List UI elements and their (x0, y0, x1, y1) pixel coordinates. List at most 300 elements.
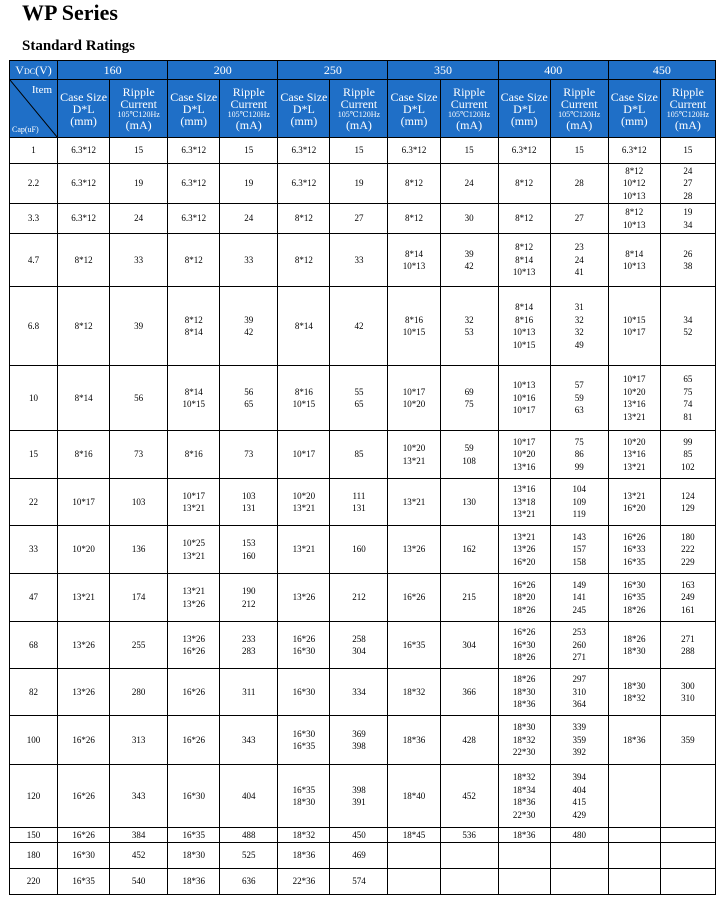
table-row (10, 622, 716, 669)
ripple-current-cell (330, 138, 388, 164)
case-size-cell (278, 479, 330, 526)
cell-value: 42 (464, 261, 474, 271)
vdc-header (10, 61, 58, 80)
ripple-current-cell (330, 204, 388, 234)
ripple-current-cell (550, 204, 608, 234)
ripple-header-line: (mA) (345, 118, 372, 132)
capacitance-cell: 68 (10, 622, 58, 669)
ripple-current-cell (220, 869, 278, 895)
case-size-cell (498, 164, 550, 204)
cell-value: 39 (244, 314, 254, 325)
cell-value: 6.3*12 (181, 145, 207, 156)
cell-value: 8*16 (74, 449, 93, 460)
cell-value: 27 (683, 178, 693, 189)
cell-value: 212 (242, 598, 256, 609)
cell-value: 16*20 (623, 503, 646, 513)
cell-value: 16*35 (182, 829, 205, 840)
case-size-cell (608, 669, 660, 716)
ripple-current-cell (550, 138, 608, 164)
ripple-header-line: (mA) (456, 118, 483, 132)
case-size-header (498, 80, 550, 138)
case-size-cell (388, 366, 440, 431)
item-label: Item (31, 84, 53, 96)
case-size-cell (388, 828, 440, 843)
cell-value: 343 (131, 790, 146, 801)
cell-value: 13*21 (512, 531, 536, 542)
case-size-cell (608, 204, 660, 234)
cell-value: 18*30 (512, 686, 536, 697)
cell-value: 8*14 (515, 302, 534, 312)
case-size-cell (388, 287, 440, 366)
ripple-current-cell (330, 234, 388, 287)
cell-value: 280 (131, 686, 146, 697)
cell-value: 404 (572, 784, 586, 795)
case-size-header-line: D*L (292, 101, 315, 116)
case-size-cell (278, 431, 330, 479)
ratings-body (10, 138, 716, 895)
case-size-header-line: (mm) (620, 113, 648, 128)
cell-value: 16*26 (292, 633, 316, 644)
cell-value: 22*30 (512, 809, 536, 820)
capacitance-cell: 10 (10, 366, 58, 431)
cell-value: 10*17 (623, 374, 646, 384)
capacitance-cell: 150 (10, 828, 58, 843)
ripple-current-cell (220, 164, 278, 204)
cell-value: 18*26 (512, 652, 536, 663)
cell-value: 10*20 (512, 449, 536, 460)
voltage-header-row (10, 61, 716, 80)
cell-value: 16*26 (512, 579, 536, 590)
ripple-current-cell (550, 234, 608, 287)
cell-value: 16*26 (402, 592, 426, 603)
case-size-header-line: D*L (513, 101, 536, 116)
cell-value: 102 (681, 461, 695, 472)
cell-value: 8*14 (184, 386, 203, 397)
cell-value: 8*12 (625, 165, 644, 176)
ripple-current-cell (440, 869, 498, 895)
cell-value: 525 (242, 850, 256, 861)
voltage-header: 160 (58, 61, 168, 80)
cell-value: 19 (683, 207, 693, 217)
cell-value: 16*35 (623, 556, 646, 567)
ripple-current-cell (330, 843, 388, 869)
table-row (10, 574, 716, 622)
case-size-cell (58, 431, 110, 479)
case-size-cell (608, 164, 660, 204)
cell-value: 75 (464, 399, 474, 409)
cell-value: 18*30 (292, 797, 316, 807)
ripple-current-cell (660, 669, 715, 716)
case-size-cell (608, 622, 660, 669)
cell-value: 103 (131, 496, 146, 507)
cell-value: 16*26 (72, 790, 95, 801)
case-size-cell (168, 622, 220, 669)
voltage-header: 450 (608, 61, 715, 80)
cell-value: 74 (683, 399, 693, 409)
case-size-cell (168, 869, 220, 895)
cell-value: 8*14 (294, 320, 313, 331)
cell-value: 143 (572, 531, 586, 542)
cell-value: 8*12 (625, 207, 644, 217)
cell-value: 13*21 (292, 544, 316, 555)
cell-value: 28 (574, 178, 584, 189)
case-size-cell (58, 234, 110, 287)
cell-value: 55 (354, 386, 364, 397)
case-size-header-line: D*L (623, 101, 646, 116)
case-size-cell (168, 138, 220, 164)
cell-value: 450 (352, 829, 366, 840)
cell-value: 8*14 (74, 392, 93, 403)
capacitance-cell: 2.2 (10, 164, 58, 204)
ripple-current-cell (110, 843, 168, 869)
ripple-current-cell (660, 204, 715, 234)
ripple-current-cell (550, 828, 608, 843)
cell-value: 18*32 (512, 734, 536, 745)
cell-value: 57 (574, 380, 584, 391)
cell-value: 65 (354, 399, 364, 409)
table-row (10, 204, 716, 234)
cell-value: 16*30 (292, 728, 316, 739)
cell-value: 8*14 (405, 248, 424, 259)
case-size-cell (168, 526, 220, 574)
cell-value: 283 (242, 646, 256, 656)
cell-value: 428 (462, 734, 476, 745)
cell-value: 343 (242, 734, 256, 745)
cell-value: 13*21 (182, 550, 205, 561)
ripple-current-cell (220, 287, 278, 366)
cell-value: 13*16 (623, 449, 646, 460)
cell-value: 271 (572, 652, 586, 663)
cell-value: 13*21 (512, 509, 536, 520)
cell-value: 8*12 (294, 254, 313, 265)
case-size-cell (278, 366, 330, 431)
ripple-header-line: (mA) (125, 118, 152, 132)
case-size-cell (278, 164, 330, 204)
table-row (10, 843, 716, 869)
case-size-header-line: Case Size (500, 89, 548, 104)
cell-value: 10*20 (292, 490, 316, 501)
ripple-current-cell (220, 204, 278, 234)
ripple-current-cell (660, 479, 715, 526)
ripple-current-cell (330, 479, 388, 526)
cell-value: 16*35 (292, 784, 316, 795)
cell-value: 32 (464, 314, 474, 325)
case-size-cell (388, 765, 440, 828)
cell-value: 574 (352, 876, 366, 887)
cell-value: 18*36 (512, 829, 536, 840)
cell-value: 452 (131, 850, 146, 861)
cell-value: 10*15 (512, 339, 536, 350)
cell-value: 81 (683, 411, 693, 422)
case-size-cell (58, 828, 110, 843)
cell-value: 34 (683, 314, 693, 325)
ripple-current-cell (110, 204, 168, 234)
cell-value: 16*33 (623, 544, 646, 555)
case-size-cell (58, 669, 110, 716)
cell-value: 18*32 (292, 829, 316, 840)
item-header-row (10, 80, 716, 138)
case-size-header-line: (mm) (70, 113, 97, 128)
cell-value: 6.3*12 (71, 213, 96, 224)
ripple-current-cell (550, 622, 608, 669)
case-size-cell (388, 669, 440, 716)
cell-value: 10*20 (623, 436, 646, 447)
cell-value: 24 (134, 213, 144, 224)
cell-value: 158 (572, 556, 586, 567)
ripple-current-cell (660, 843, 715, 869)
cell-value: 13*21 (182, 503, 205, 513)
case-size-cell (498, 828, 550, 843)
cell-value: 16*30 (182, 790, 205, 801)
table-row (10, 869, 716, 895)
cell-value: 42 (354, 320, 364, 331)
cell-value: 30 (464, 213, 474, 224)
cell-value: 271 (681, 633, 695, 644)
cell-value: 28 (683, 190, 693, 201)
case-size-cell (608, 574, 660, 622)
ripple-current-cell (440, 479, 498, 526)
table-row (10, 716, 716, 765)
ripple-current-header (330, 80, 388, 138)
case-size-header-line: Case Size (280, 89, 328, 104)
cell-value: 136 (131, 544, 146, 555)
cell-value: 10*20 (402, 399, 426, 409)
cell-value: 85 (683, 449, 693, 460)
cell-value: 33 (354, 254, 364, 265)
cell-value: 22*30 (512, 747, 536, 758)
case-size-header-line: (mm) (510, 113, 538, 128)
case-size-cell (498, 526, 550, 574)
cell-value: 452 (462, 790, 476, 801)
ripple-current-cell (220, 622, 278, 669)
cell-value: 10*17 (182, 490, 205, 501)
case-size-cell (498, 138, 550, 164)
cell-value: 540 (131, 876, 146, 887)
ripple-current-cell (550, 765, 608, 828)
capacitance-cell: 100 (10, 716, 58, 765)
cell-value: 10*16 (512, 392, 536, 403)
case-size-cell (58, 138, 110, 164)
ripple-current-cell (330, 526, 388, 574)
case-size-cell (498, 366, 550, 431)
cell-value: 18*36 (623, 734, 646, 745)
case-size-cell (278, 574, 330, 622)
cell-value: 18*26 (512, 604, 536, 615)
case-size-cell (168, 479, 220, 526)
cell-value: 104 (572, 484, 586, 495)
case-size-header-line: D*L (182, 101, 205, 116)
cell-value: 16*26 (72, 829, 95, 840)
cell-value: 8*16 (294, 386, 313, 397)
cell-value: 16*26 (512, 627, 536, 638)
cell-value: 19 (244, 178, 254, 189)
cell-value: 129 (681, 503, 695, 513)
cell-value: 13*21 (402, 496, 426, 507)
table-row (10, 234, 716, 287)
cell-value: 13*26 (292, 592, 316, 603)
cell-value: 180 (681, 531, 695, 542)
cell-value: 18*36 (402, 734, 426, 745)
case-size-cell (278, 765, 330, 828)
cell-value: 10*12 (623, 178, 646, 189)
ripple-current-cell (660, 828, 715, 843)
cell-value: 65 (244, 399, 254, 409)
case-size-cell (168, 234, 220, 287)
cell-value: 16*26 (72, 734, 95, 745)
case-size-cell (498, 716, 550, 765)
voltage-header: 200 (168, 61, 278, 80)
cell-value: 288 (681, 646, 695, 656)
cell-value: 13*18 (512, 496, 536, 507)
ripple-current-cell (110, 164, 168, 204)
ripple-current-cell (330, 366, 388, 431)
cell-value: 6.3*12 (71, 178, 96, 189)
cell-value: 160 (242, 550, 256, 561)
cell-value: 16*30 (623, 579, 646, 590)
case-size-header-line: (mm) (400, 113, 428, 128)
case-size-cell (498, 869, 550, 895)
capacitance-cell: 33 (10, 526, 58, 574)
ripple-current-cell (330, 869, 388, 895)
case-size-header-line: (mm) (290, 113, 318, 128)
cell-value: 391 (352, 797, 366, 807)
cell-value: 18*40 (402, 790, 426, 801)
case-size-cell (58, 287, 110, 366)
case-size-cell (58, 164, 110, 204)
ripple-current-cell (220, 431, 278, 479)
cell-value: 6.3*12 (291, 178, 317, 189)
capacitance-cell: 120 (10, 765, 58, 828)
ripple-current-cell (110, 869, 168, 895)
ripple-header-line: 105℃120Hz (558, 110, 601, 119)
case-size-cell (608, 765, 660, 828)
ripple-current-cell (550, 526, 608, 574)
case-size-cell (58, 765, 110, 828)
case-size-cell (388, 164, 440, 204)
ripple-current-cell (550, 431, 608, 479)
ripple-current-cell (220, 716, 278, 765)
cell-value: 13*26 (182, 633, 205, 644)
cell-value: 22*36 (292, 876, 316, 887)
cell-value: 59 (574, 392, 584, 403)
cell-value: 18*36 (292, 850, 316, 861)
capacitance-cell: 22 (10, 479, 58, 526)
cell-value: 8*12 (74, 320, 93, 331)
cell-value: 8*16 (405, 314, 424, 325)
cell-value: 103 (242, 490, 256, 501)
cell-value: 480 (572, 829, 586, 840)
cell-value: 59 (464, 443, 474, 453)
case-size-cell (278, 869, 330, 895)
capacitance-cell: 1 (10, 138, 58, 164)
cell-value: 6.3*12 (511, 145, 537, 156)
ripple-current-cell (440, 765, 498, 828)
cell-value: 297 (572, 674, 586, 685)
ripple-current-header (550, 80, 608, 138)
case-size-cell (388, 622, 440, 669)
ripple-current-cell (660, 869, 715, 895)
ripple-current-cell (220, 138, 278, 164)
case-size-header-line: Case Size (390, 89, 438, 104)
case-size-cell (388, 574, 440, 622)
cell-value: 13*16 (512, 461, 536, 472)
cell-value: 10*17 (292, 449, 316, 460)
ripple-current-cell (330, 669, 388, 716)
cell-value: 392 (572, 747, 586, 758)
ripple-header-line: (mA) (566, 118, 593, 132)
ripple-header-line: Current (120, 97, 157, 111)
case-size-cell (58, 869, 110, 895)
cell-value: 52 (683, 327, 693, 337)
case-size-cell (608, 366, 660, 431)
case-size-cell (168, 828, 220, 843)
ripple-current-cell (440, 204, 498, 234)
case-size-cell (388, 526, 440, 574)
ripple-current-cell (440, 287, 498, 366)
ripple-header-line: (mA) (674, 118, 701, 132)
case-size-cell (168, 287, 220, 366)
ripple-current-cell (550, 287, 608, 366)
ripple-current-header (660, 80, 715, 138)
case-size-header (58, 80, 110, 138)
ripple-current-cell (550, 669, 608, 716)
cell-value: 339 (572, 722, 586, 733)
cell-value: 18*30 (623, 680, 646, 691)
case-size-cell (278, 828, 330, 843)
cell-value: 157 (572, 544, 586, 555)
cell-value: 24 (574, 254, 584, 265)
ripple-header-line: Ripple (671, 85, 704, 99)
cell-value: 8*12 (294, 213, 313, 224)
cell-value: 10*13 (623, 261, 646, 271)
cell-value: 215 (462, 592, 476, 603)
ripple-current-cell (440, 574, 498, 622)
cell-value: 26 (683, 248, 693, 259)
cell-value: 10*15 (402, 327, 426, 337)
cell-value: 16*35 (402, 639, 426, 650)
table-row (10, 287, 716, 366)
case-size-cell (168, 204, 220, 234)
case-size-cell (168, 574, 220, 622)
cell-value: 8*12 (184, 254, 203, 265)
cell-value: 16*30 (512, 639, 536, 650)
capacitance-cell: 180 (10, 843, 58, 869)
cell-value: 13*16 (512, 484, 536, 495)
cell-value: 16*30 (292, 646, 316, 656)
ripple-current-cell (220, 234, 278, 287)
cell-value: 18*26 (623, 633, 646, 644)
ripple-header-line: Ripple (232, 85, 265, 99)
cell-value: 18*34 (512, 784, 536, 795)
cell-value: 18*36 (182, 876, 205, 887)
case-size-cell (278, 234, 330, 287)
voltage-header: 400 (498, 61, 608, 80)
case-size-cell (608, 234, 660, 287)
case-size-cell (498, 479, 550, 526)
ripple-header-line: Current (340, 97, 378, 111)
cell-value: 10*13 (623, 219, 646, 230)
ripple-current-cell (110, 234, 168, 287)
cell-value: 86 (574, 449, 584, 460)
cell-value: 429 (572, 809, 586, 820)
case-size-cell (168, 765, 220, 828)
case-size-cell (388, 431, 440, 479)
cell-value: 488 (242, 829, 256, 840)
cell-value: 10*17 (72, 496, 95, 507)
cell-value: 42 (244, 327, 254, 337)
cell-value: 18*26 (623, 604, 646, 615)
ripple-current-cell (110, 622, 168, 669)
